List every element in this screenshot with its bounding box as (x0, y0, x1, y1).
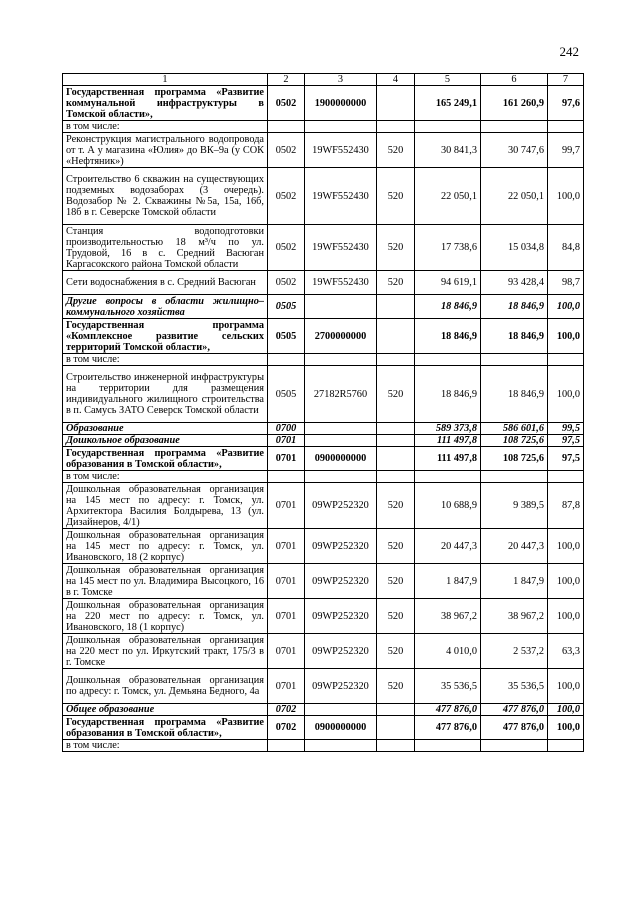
section-code-cell (268, 740, 305, 752)
planned-amount-cell (415, 740, 481, 752)
table-row (63, 86, 584, 121)
planned-amount-cell: 589 373,8 (415, 423, 481, 435)
target-code-cell (305, 471, 377, 483)
execution-percent-cell: 100,0 (548, 599, 584, 634)
item-name-cell: Дошкольная образовательная организация на 145 мест по адресу: г. Томск, ул. Архитектора Василия Болдырева, 13 (ул. Дизайнеров, 4/1) (63, 483, 268, 529)
expense-type-cell: 520 (377, 599, 415, 634)
table-row (63, 271, 584, 295)
actual-amount-cell: 2 537,2 (481, 634, 548, 669)
target-code-cell: 09WP252320 (305, 669, 377, 704)
expense-type-cell (377, 423, 415, 435)
expense-type-cell: 520 (377, 634, 415, 669)
section-code-cell: 0502 (268, 271, 305, 295)
expense-type-cell (377, 319, 415, 354)
planned-amount-cell: 111 497,8 (415, 447, 481, 471)
planned-amount-cell (415, 354, 481, 366)
actual-amount-cell: 1 847,9 (481, 564, 548, 599)
actual-amount-cell (481, 121, 548, 133)
actual-amount-cell: 22 050,1 (481, 168, 548, 225)
table-row (63, 634, 584, 669)
table-row (63, 133, 584, 168)
expense-type-cell (377, 447, 415, 471)
table-row (63, 354, 584, 366)
section-code-cell (268, 121, 305, 133)
planned-amount-cell (415, 471, 481, 483)
planned-amount-cell: 18 846,9 (415, 319, 481, 354)
actual-amount-cell: 15 034,8 (481, 225, 548, 271)
execution-percent-cell (548, 354, 584, 366)
section-code-cell: 0702 (268, 704, 305, 716)
actual-amount-cell: 20 447,3 (481, 529, 548, 564)
expense-type-cell: 520 (377, 564, 415, 599)
table-row (63, 599, 584, 634)
execution-percent-cell: 87,8 (548, 483, 584, 529)
target-code-cell (305, 740, 377, 752)
execution-percent-cell (548, 740, 584, 752)
target-code-cell: 09WP252320 (305, 483, 377, 529)
target-code-cell: 19WF552430 (305, 168, 377, 225)
planned-amount-cell: 165 249,1 (415, 86, 481, 121)
item-name-cell: Сети водоснабжения в с. Средний Васюган (63, 271, 268, 295)
expense-type-cell: 520 (377, 133, 415, 168)
actual-amount-cell: 477 876,0 (481, 716, 548, 740)
table-row (63, 168, 584, 225)
actual-amount-cell: 477 876,0 (481, 704, 548, 716)
header-cell: 2 (268, 74, 305, 86)
planned-amount-cell: 10 688,9 (415, 483, 481, 529)
planned-amount-cell: 111 497,8 (415, 435, 481, 447)
actual-amount-cell: 586 601,6 (481, 423, 548, 435)
execution-percent-cell: 100,0 (548, 319, 584, 354)
budget-table (62, 73, 584, 752)
section-code-cell: 0502 (268, 133, 305, 168)
header-cell: 4 (377, 74, 415, 86)
planned-amount-cell: 1 847,9 (415, 564, 481, 599)
section-code-cell: 0502 (268, 225, 305, 271)
execution-percent-cell: 84,8 (548, 225, 584, 271)
execution-percent-cell: 100,0 (548, 529, 584, 564)
section-code-cell (268, 354, 305, 366)
expense-type-cell (377, 121, 415, 133)
table-row (63, 225, 584, 271)
planned-amount-cell: 18 846,9 (415, 366, 481, 423)
table-row (63, 447, 584, 471)
planned-amount-cell: 17 738,6 (415, 225, 481, 271)
table-row (63, 471, 584, 483)
table-row (63, 423, 584, 435)
table-row (63, 435, 584, 447)
expense-type-cell (377, 740, 415, 752)
table-row (63, 121, 584, 133)
planned-amount-cell: 35 536,5 (415, 669, 481, 704)
target-code-cell: 27182R5760 (305, 366, 377, 423)
execution-percent-cell (548, 471, 584, 483)
item-name-cell: Государственная программа «Комплексное развитие сельских территорий Томской области», (63, 319, 268, 354)
target-code-cell: 09WP252320 (305, 529, 377, 564)
actual-amount-cell: 38 967,2 (481, 599, 548, 634)
item-name-cell: Образование (63, 423, 268, 435)
item-name-cell: Дошкольная образовательная организация на 220 мест по ул. Иркутский тракт, 175/3 в г. Томске (63, 634, 268, 669)
execution-percent-cell: 97,6 (548, 86, 584, 121)
item-name-cell: Государственная программа «Развитие образования в Томской области», (63, 447, 268, 471)
item-name-cell: в том числе: (63, 121, 268, 133)
target-code-cell (305, 435, 377, 447)
header-cell: 7 (548, 74, 584, 86)
item-name-cell: Другие вопросы в области жилищно–коммунального хозяйства (63, 295, 268, 319)
actual-amount-cell (481, 354, 548, 366)
expense-type-cell (377, 471, 415, 483)
execution-percent-cell: 100,0 (548, 564, 584, 599)
table-row (63, 483, 584, 529)
table-row (63, 564, 584, 599)
section-code-cell: 0505 (268, 295, 305, 319)
planned-amount-cell: 4 010,0 (415, 634, 481, 669)
planned-amount-cell: 94 619,1 (415, 271, 481, 295)
table-header-row (63, 74, 584, 86)
expense-type-cell (377, 435, 415, 447)
target-code-cell: 1900000000 (305, 86, 377, 121)
target-code-cell: 2700000000 (305, 319, 377, 354)
planned-amount-cell: 22 050,1 (415, 168, 481, 225)
item-name-cell: Общее образование (63, 704, 268, 716)
target-code-cell: 09WP252320 (305, 564, 377, 599)
target-code-cell: 09WP252320 (305, 634, 377, 669)
item-name-cell: Станция водоподготовки производительностью 18 м³/ч по ул. Трудовой, 16 в с. Средний Васюган Каргасокского района Томской области (63, 225, 268, 271)
table-row (63, 716, 584, 740)
table-row (63, 740, 584, 752)
actual-amount-cell: 35 536,5 (481, 669, 548, 704)
item-name-cell: Реконструкция магистрального водопровода от т. А у магазина «Юлия» до ВК–9а (у СОК «Нефтяник») (63, 133, 268, 168)
execution-percent-cell: 98,7 (548, 271, 584, 295)
planned-amount-cell: 477 876,0 (415, 704, 481, 716)
section-code-cell: 0505 (268, 319, 305, 354)
table-row (63, 366, 584, 423)
expense-type-cell: 520 (377, 366, 415, 423)
section-code-cell: 0701 (268, 634, 305, 669)
actual-amount-cell: 108 725,6 (481, 447, 548, 471)
execution-percent-cell: 100,0 (548, 366, 584, 423)
expense-type-cell (377, 86, 415, 121)
target-code-cell: 0900000000 (305, 447, 377, 471)
execution-percent-cell: 100,0 (548, 669, 584, 704)
actual-amount-cell: 18 846,9 (481, 366, 548, 423)
actual-amount-cell: 18 846,9 (481, 295, 548, 319)
table-row (63, 529, 584, 564)
execution-percent-cell: 100,0 (548, 716, 584, 740)
section-code-cell: 0701 (268, 435, 305, 447)
item-name-cell: Государственная программа «Развитие образования в Томской области», (63, 716, 268, 740)
section-code-cell: 0502 (268, 86, 305, 121)
expense-type-cell: 520 (377, 225, 415, 271)
section-code-cell: 0701 (268, 447, 305, 471)
target-code-cell: 09WP252320 (305, 599, 377, 634)
header-cell: 6 (481, 74, 548, 86)
section-code-cell: 0502 (268, 168, 305, 225)
table-row (63, 704, 584, 716)
expense-type-cell: 520 (377, 168, 415, 225)
target-code-cell: 19WF552430 (305, 133, 377, 168)
table-row (63, 669, 584, 704)
actual-amount-cell: 30 747,6 (481, 133, 548, 168)
execution-percent-cell: 100,0 (548, 168, 584, 225)
planned-amount-cell (415, 121, 481, 133)
target-code-cell: 0900000000 (305, 716, 377, 740)
header-cell: 1 (63, 74, 268, 86)
item-name-cell: в том числе: (63, 354, 268, 366)
target-code-cell (305, 295, 377, 319)
execution-percent-cell: 100,0 (548, 295, 584, 319)
actual-amount-cell: 161 260,9 (481, 86, 548, 121)
planned-amount-cell: 18 846,9 (415, 295, 481, 319)
table-row (63, 295, 584, 319)
execution-percent-cell: 99,5 (548, 423, 584, 435)
section-code-cell: 0701 (268, 529, 305, 564)
item-name-cell: Дошкольная образовательная организация на 220 мест по адресу: г. Томск, ул. Ивановского, 18 (1 корпус) (63, 599, 268, 634)
item-name-cell: Дошкольная образовательная организация на 145 мест по адресу: г. Томск, ул. Ивановского, 18 (2 корпус) (63, 529, 268, 564)
section-code-cell: 0701 (268, 669, 305, 704)
target-code-cell (305, 121, 377, 133)
section-code-cell: 0700 (268, 423, 305, 435)
section-code-cell: 0505 (268, 366, 305, 423)
section-code-cell: 0701 (268, 564, 305, 599)
actual-amount-cell: 18 846,9 (481, 319, 548, 354)
item-name-cell: Государственная программа «Развитие коммунальной инфраструктуры в Томской области», (63, 86, 268, 121)
planned-amount-cell: 30 841,3 (415, 133, 481, 168)
header-cell: 3 (305, 74, 377, 86)
planned-amount-cell: 20 447,3 (415, 529, 481, 564)
execution-percent-cell: 100,0 (548, 704, 584, 716)
item-name-cell: Дошкольная образовательная организация по адресу: г. Томск, ул. Демьяна Бедного, 4а (63, 669, 268, 704)
expense-type-cell (377, 716, 415, 740)
item-name-cell: Дошкольное образование (63, 435, 268, 447)
item-name-cell: Строительство 6 скважин на существующих подземных водозаборах (3 очередь). Водозабор № 2. Скважины №5а, 15а, 16б, 18б в г. Северске Томской области (63, 168, 268, 225)
target-code-cell (305, 704, 377, 716)
expense-type-cell (377, 295, 415, 319)
expense-type-cell: 520 (377, 529, 415, 564)
header-cell: 5 (415, 74, 481, 86)
section-code-cell: 0702 (268, 716, 305, 740)
actual-amount-cell (481, 471, 548, 483)
page-number: 242 (559, 44, 579, 59)
expense-type-cell: 520 (377, 271, 415, 295)
execution-percent-cell (548, 121, 584, 133)
execution-percent-cell: 63,3 (548, 634, 584, 669)
execution-percent-cell: 99,7 (548, 133, 584, 168)
planned-amount-cell: 38 967,2 (415, 599, 481, 634)
execution-percent-cell: 97,5 (548, 435, 584, 447)
section-code-cell: 0701 (268, 483, 305, 529)
item-name-cell: Строительство инженерной инфраструктуры на территории для размещения индивидуального жилищного строительства в п. Самусь ЗАТО Северск Томской области (63, 366, 268, 423)
actual-amount-cell (481, 740, 548, 752)
expense-type-cell: 520 (377, 669, 415, 704)
target-code-cell: 19WF552430 (305, 271, 377, 295)
planned-amount-cell: 477 876,0 (415, 716, 481, 740)
item-name-cell: Дошкольная образовательная организация на 145 мест по ул. Владимира Высоцкого, 16 в г. Томске (63, 564, 268, 599)
actual-amount-cell: 93 428,4 (481, 271, 548, 295)
item-name-cell: в том числе: (63, 740, 268, 752)
target-code-cell (305, 423, 377, 435)
expense-type-cell (377, 704, 415, 716)
item-name-cell: в том числе: (63, 471, 268, 483)
actual-amount-cell: 9 389,5 (481, 483, 548, 529)
actual-amount-cell: 108 725,6 (481, 435, 548, 447)
expense-type-cell: 520 (377, 483, 415, 529)
target-code-cell: 19WF552430 (305, 225, 377, 271)
target-code-cell (305, 354, 377, 366)
execution-percent-cell: 97,5 (548, 447, 584, 471)
section-code-cell: 0701 (268, 599, 305, 634)
section-code-cell (268, 471, 305, 483)
table-row (63, 319, 584, 354)
expense-type-cell (377, 354, 415, 366)
